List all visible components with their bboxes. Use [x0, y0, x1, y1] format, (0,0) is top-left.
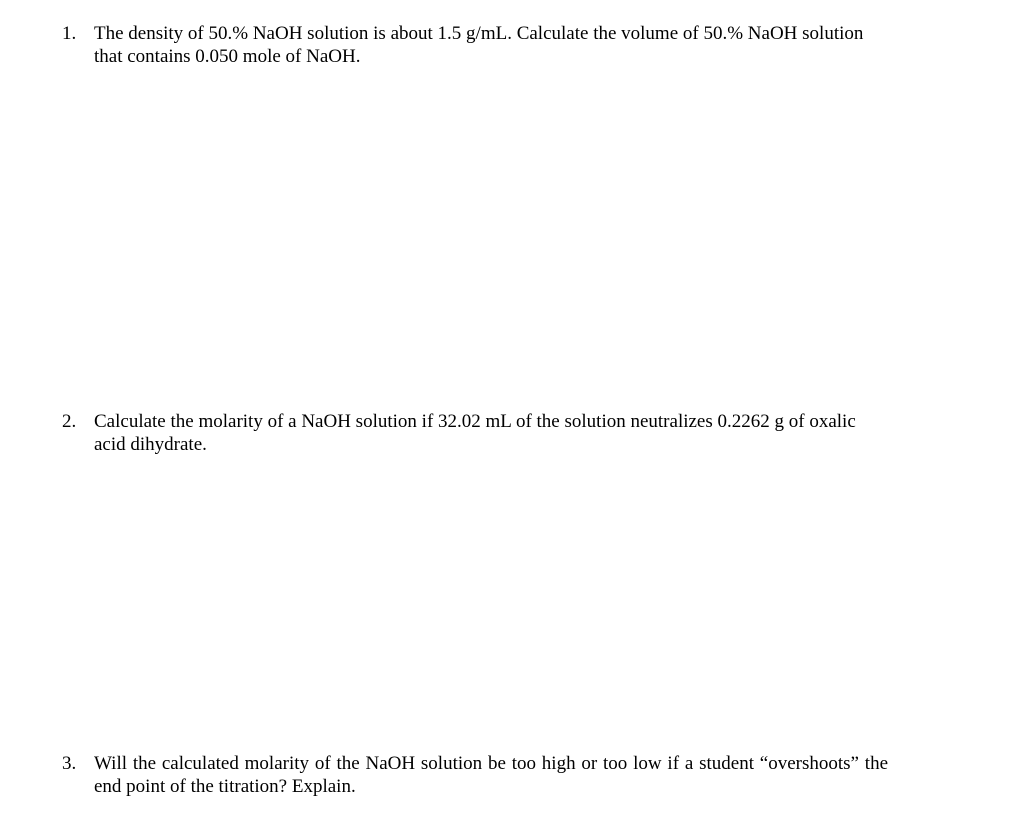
question-text: The density of 50.% NaOH solution is about 1.5 g/mL. Calculate the volume of 50.% NaOH solution that contains 0.050 mole of NaOH. — [94, 23, 864, 67]
question-number: 2. — [62, 411, 77, 432]
question-1 — [62, 22, 888, 68]
question-3 — [62, 752, 888, 798]
question-2 — [62, 410, 888, 456]
question-text: Will the calculated molarity of the NaOH solution be too high or too low if a student “overshoots” the end point of the titration? Explain. — [94, 753, 888, 797]
question-number: 1. — [62, 23, 77, 44]
question-number: 3. — [62, 753, 77, 774]
question-text: Calculate the molarity of a NaOH solution if 32.02 mL of the solution neutralizes 0.2262 g of oxalic acid dihydrate. — [94, 411, 856, 455]
